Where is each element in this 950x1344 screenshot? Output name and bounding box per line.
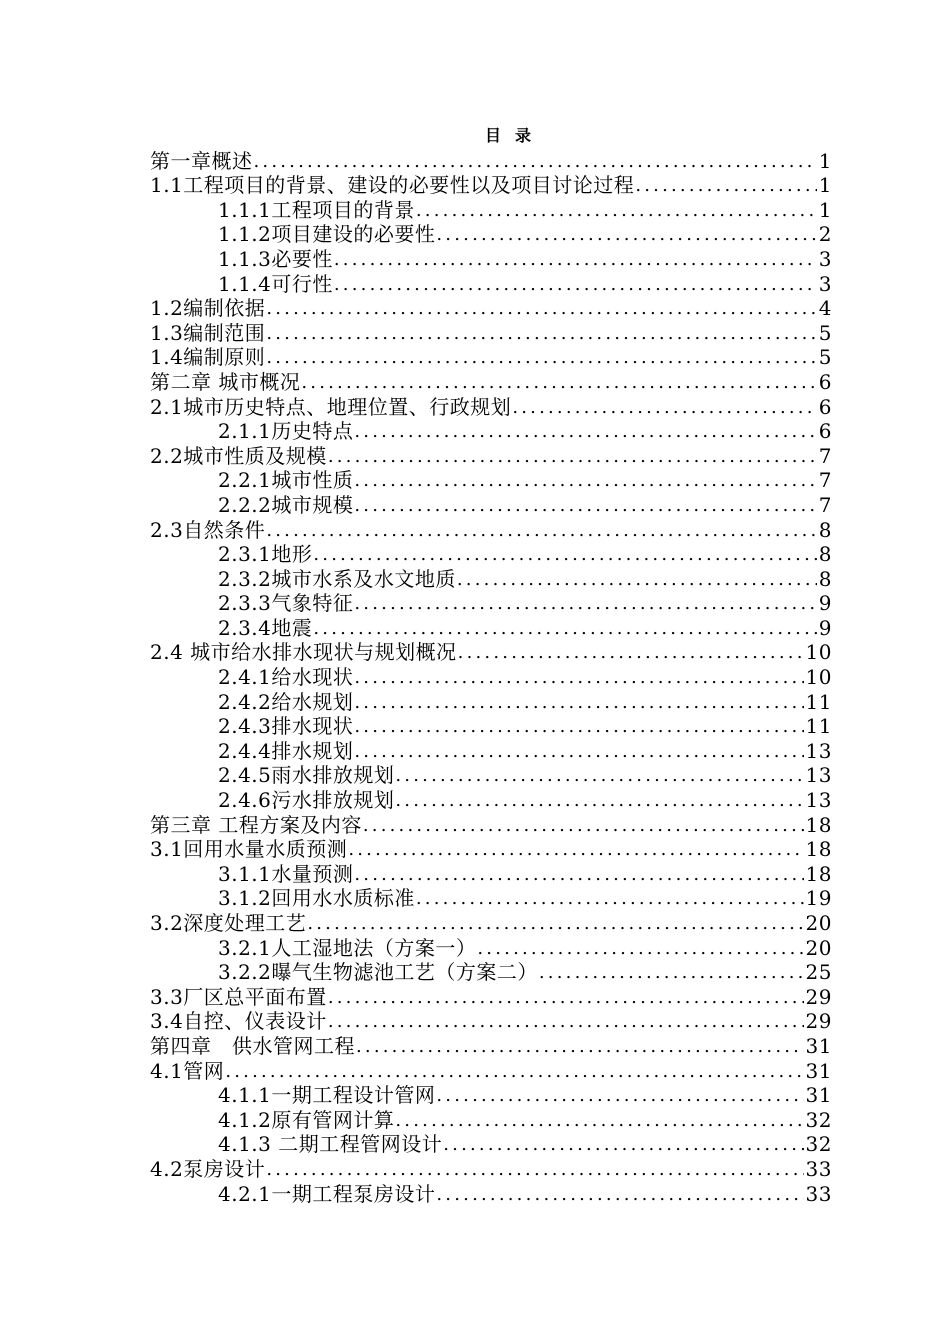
- toc-dot-leader: [225, 1061, 803, 1083]
- toc-entry-page-number: 8: [818, 517, 832, 542]
- toc-dot-leader: [254, 151, 817, 173]
- toc-entry-label: 3.2深度处理工艺: [150, 911, 307, 935]
- toc-dot-leader: [266, 298, 816, 320]
- toc-entry[interactable]: [150, 1132, 832, 1157]
- toc-entry-page-number: 7: [818, 443, 832, 468]
- toc-entry-page-number: 11: [805, 714, 832, 739]
- toc-entry-page-number: 6: [818, 419, 832, 444]
- toc-entry-label: 2.3.2城市水系及水文地质: [218, 566, 456, 591]
- toc-dot-leader: [457, 569, 817, 591]
- toc-entry-label: 第四章 供水管网工程: [150, 1033, 355, 1058]
- toc-entry[interactable]: [150, 984, 832, 1009]
- toc-entry-page-number: 29: [805, 1009, 832, 1034]
- toc-entry-page-number: 18: [805, 812, 832, 837]
- toc-entry-label: 2.3.4地震: [218, 615, 313, 640]
- toc-entry[interactable]: [150, 296, 832, 321]
- toc-entry-label: 1.3编制范围: [150, 320, 266, 345]
- toc-entry[interactable]: [150, 714, 832, 739]
- toc-dot-leader: [354, 495, 816, 517]
- toc-entry[interactable]: [150, 345, 832, 370]
- toc-entry-page-number: 6: [818, 369, 832, 394]
- toc-entry-page-number: 1: [818, 173, 832, 198]
- toc-entry[interactable]: [150, 738, 832, 763]
- toc-entry-page-number: 1: [818, 197, 832, 222]
- toc-entry-page-number: 32: [805, 1132, 832, 1157]
- toc-entry-label: 3.2.1人工湿地法（方案一）: [218, 935, 477, 960]
- toc-dot-leader: [436, 1184, 803, 1206]
- toc-entry[interactable]: [150, 910, 832, 935]
- toc-entry-label: 2.4.3排水现状: [218, 714, 354, 739]
- toc-dot-leader: [301, 372, 816, 394]
- toc-entry-label: 4.1.3 二期工程管网设计: [218, 1132, 443, 1157]
- toc-entry-page-number: 33: [805, 1181, 832, 1206]
- toc-entry-page-number: 9: [818, 615, 832, 640]
- toc-entry[interactable]: [150, 320, 832, 345]
- toc-entry-page-number: 8: [818, 566, 832, 591]
- toc-dot-leader: [328, 987, 804, 1009]
- toc-entry-page-number: 10: [805, 665, 832, 690]
- toc-dot-leader: [328, 1011, 804, 1033]
- toc-dot-leader: [635, 175, 816, 197]
- toc-entry-page-number: 13: [805, 738, 832, 763]
- toc-entry[interactable]: [150, 148, 832, 173]
- toc-entry[interactable]: [150, 1156, 832, 1181]
- toc-dot-leader: [436, 1085, 803, 1107]
- toc-entry-label: 3.3厂区总平面布置: [150, 984, 327, 1009]
- toc-dot-leader: [334, 249, 817, 271]
- toc-entry[interactable]: [150, 664, 832, 689]
- toc-entry-label: 2.3.1地形: [218, 542, 313, 567]
- toc-entry[interactable]: [150, 787, 832, 812]
- toc-entry[interactable]: [150, 197, 832, 222]
- toc-entry-page-number: 5: [818, 345, 832, 370]
- toc-entry-page-number: 20: [805, 935, 832, 960]
- toc-entry[interactable]: [150, 689, 832, 714]
- toc-entry-page-number: 18: [805, 837, 832, 862]
- toc-entry[interactable]: [150, 369, 832, 394]
- toc-entry-label: 4.1.1一期工程设计管网: [218, 1083, 436, 1108]
- toc-dot-leader: [334, 274, 817, 296]
- toc-entry[interactable]: [150, 394, 832, 419]
- toc-entry-label: 1.4编制原则: [150, 345, 266, 370]
- toc-entry-page-number: 13: [805, 788, 832, 813]
- toc-entry-page-number: 7: [818, 492, 832, 517]
- toc-entry-page-number: 4: [818, 296, 832, 321]
- toc-entry-page-number: 10: [805, 640, 832, 665]
- toc-entry[interactable]: [150, 271, 832, 296]
- toc-entry-label: 2.3自然条件: [150, 517, 266, 542]
- toc-entry-label: 2.4.5雨水排放规划: [218, 763, 395, 788]
- toc-dot-leader: [354, 593, 816, 615]
- toc-entry[interactable]: [150, 1033, 832, 1058]
- toc-entry[interactable]: [150, 1181, 832, 1206]
- toc-entry[interactable]: [150, 542, 832, 567]
- toc-dot-leader: [313, 618, 816, 640]
- toc-dot-leader: [512, 397, 816, 419]
- toc-entry[interactable]: [150, 935, 832, 960]
- toc-dot-leader: [354, 864, 803, 886]
- toc-entry-label: 3.2.2曝气生物滤池工艺（方案二）: [218, 960, 538, 985]
- toc-dot-leader: [395, 765, 803, 787]
- toc-entry-label: 3.1.1水量预测: [218, 861, 354, 886]
- toc-entry-page-number: 31: [805, 1058, 832, 1083]
- toc-entry-label: 2.4.1给水现状: [218, 665, 354, 690]
- toc-entry-label: 2.4.4排水规划: [218, 738, 354, 763]
- toc-dot-leader: [307, 913, 803, 935]
- toc-entry-page-number: 8: [818, 542, 832, 567]
- toc-entry[interactable]: [150, 886, 832, 911]
- toc-entry-page-number: 31: [805, 1033, 832, 1058]
- toc-entry-label: 1.2编制依据: [150, 296, 266, 321]
- toc-entry[interactable]: [150, 960, 832, 985]
- toc-entry[interactable]: [150, 861, 832, 886]
- toc-entry-page-number: 7: [818, 468, 832, 493]
- toc-entry[interactable]: [150, 640, 832, 665]
- toc-entry-label: 4.2.1一期工程泵房设计: [218, 1181, 436, 1206]
- toc-entry[interactable]: [150, 419, 832, 444]
- toc-dot-leader: [356, 1036, 804, 1058]
- toc-entry-label: 3.1.2回用水水质标准: [218, 886, 415, 911]
- toc-entry-label: 3.4自控、仪表设计: [150, 1009, 327, 1034]
- toc-entry-page-number: 9: [818, 591, 832, 616]
- toc-entry-label: 3.1回用水量水质预测: [150, 837, 348, 862]
- toc-entry-label: 4.2泵房设计: [150, 1156, 266, 1181]
- toc-entry[interactable]: [150, 1058, 832, 1083]
- toc-dot-leader: [354, 741, 803, 763]
- toc-entry-label: 1.1工程项目的背景、建设的必要性以及项目讨论过程: [150, 173, 635, 198]
- toc-entry[interactable]: [150, 517, 832, 542]
- toc-entry-page-number: 13: [805, 763, 832, 788]
- toc-dot-leader: [348, 839, 803, 861]
- toc-entry-label: 2.1城市历史特点、地理位置、行政规划: [150, 394, 512, 419]
- toc-dot-leader: [363, 815, 804, 837]
- toc-entry-label: 4.1管网: [150, 1058, 225, 1083]
- toc-entry[interactable]: [150, 246, 832, 271]
- toc-entry-label: 2.3.3气象特征: [218, 591, 354, 616]
- toc-dot-leader: [266, 347, 816, 369]
- toc-dot-leader: [313, 544, 816, 566]
- toc-dot-leader: [395, 1110, 803, 1132]
- toc-dot-leader: [266, 323, 816, 345]
- toc-entry-page-number: 11: [805, 689, 832, 714]
- toc-entry-label: 2.4.6污水排放规划: [218, 788, 395, 813]
- toc-entry-page-number: 33: [805, 1156, 832, 1181]
- toc-entry[interactable]: [150, 1009, 832, 1034]
- toc-entry[interactable]: [150, 763, 832, 788]
- toc-entry[interactable]: [150, 173, 832, 198]
- toc-entry[interactable]: [150, 222, 832, 247]
- toc-dot-leader: [539, 962, 804, 984]
- toc-entry-page-number: 20: [805, 911, 832, 935]
- toc-dot-leader: [328, 446, 817, 468]
- toc-entry-label: 2.4 城市给水排水现状与规划概况: [150, 640, 457, 665]
- toc-entry-label: 2.2.2城市规模: [218, 492, 354, 517]
- toc-entry-page-number: 1: [818, 148, 832, 173]
- toc-entry-label: 第三章 工程方案及内容: [150, 812, 362, 837]
- toc-entry[interactable]: [150, 1107, 832, 1132]
- toc-entry[interactable]: [150, 837, 832, 862]
- toc-title: 目录: [484, 126, 545, 145]
- toc-dot-leader: [443, 1134, 803, 1156]
- toc-dot-leader: [354, 667, 803, 689]
- toc-dot-leader: [354, 470, 816, 492]
- toc-dot-leader: [266, 520, 816, 542]
- toc-dot-leader: [354, 716, 803, 738]
- toc-dot-leader: [436, 224, 816, 246]
- toc-dot-leader: [354, 692, 803, 714]
- toc-dot-leader: [477, 938, 803, 960]
- toc-entry[interactable]: [150, 591, 832, 616]
- toc-entry[interactable]: [150, 812, 832, 837]
- toc-entry-label: 2.4.2给水规划: [218, 689, 354, 714]
- toc-entry-page-number: 32: [805, 1107, 832, 1132]
- toc-entry-label: 4.1.2原有管网计算: [218, 1107, 395, 1132]
- toc-dot-leader: [354, 421, 816, 443]
- toc-entry-page-number: 3: [818, 246, 832, 271]
- toc-entry-page-number: 5: [818, 320, 832, 345]
- toc-entry[interactable]: [150, 615, 832, 640]
- toc-entry-page-number: 29: [805, 984, 832, 1009]
- toc-entry-label: 1.1.3必要性: [218, 246, 333, 271]
- toc-entry-label: 第一章概述: [150, 148, 253, 173]
- toc-entry-label: 1.1.4可行性: [218, 271, 333, 296]
- toc-entry-page-number: 31: [805, 1083, 832, 1108]
- toc-entry-label: 2.2城市性质及规模: [150, 443, 327, 468]
- toc-entry-page-number: 2: [818, 222, 832, 247]
- toc-entry-page-number: 19: [805, 886, 832, 911]
- toc-entry-page-number: 25: [805, 960, 832, 985]
- toc-entry[interactable]: [150, 443, 832, 468]
- toc-entry-page-number: 3: [818, 271, 832, 296]
- toc-dot-leader: [416, 200, 817, 222]
- toc-dot-leader: [395, 790, 803, 812]
- toc-entry-label: 1.1.1工程项目的背景: [218, 197, 415, 222]
- toc-entry[interactable]: [150, 492, 832, 517]
- table-of-contents: [150, 148, 832, 1206]
- toc-entry[interactable]: [150, 468, 832, 493]
- toc-entry-page-number: 6: [818, 394, 832, 419]
- toc-entry[interactable]: [150, 566, 832, 591]
- toc-entry-label: 2.2.1城市性质: [218, 468, 354, 493]
- toc-entry[interactable]: [150, 1083, 832, 1108]
- toc-dot-leader: [266, 1159, 803, 1181]
- toc-entry-page-number: 18: [805, 861, 832, 886]
- toc-dot-leader: [416, 888, 804, 910]
- toc-entry-label: 2.1.1历史特点: [218, 419, 354, 444]
- toc-entry-label: 第二章 城市概况: [150, 369, 301, 394]
- toc-dot-leader: [458, 642, 804, 664]
- toc-entry-label: 1.1.2项目建设的必要性: [218, 222, 436, 247]
